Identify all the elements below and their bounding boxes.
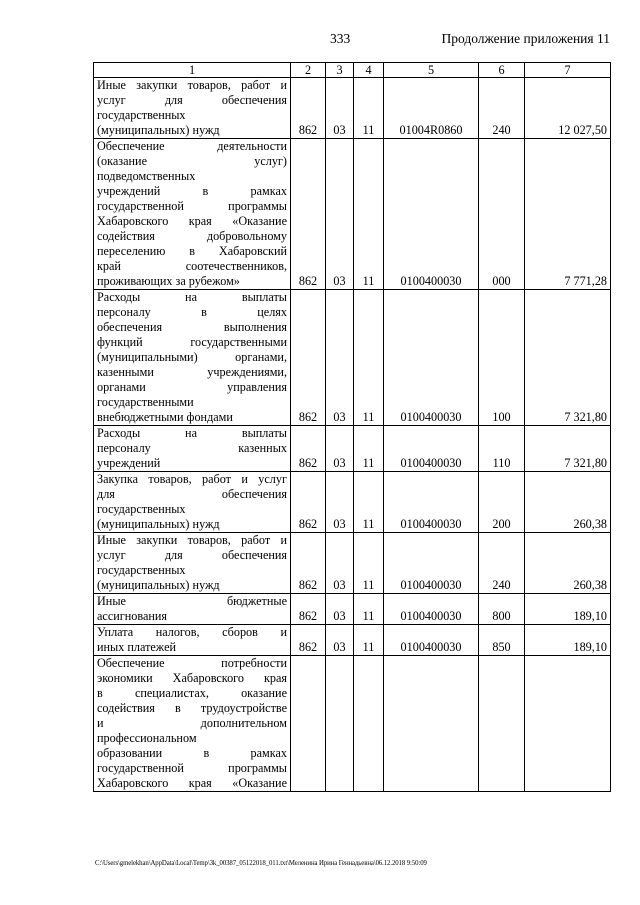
- table-row: [94, 472, 611, 533]
- expenditure-name-line: государственными: [97, 395, 194, 409]
- section-code: 03: [326, 139, 354, 290]
- table-row: [94, 426, 611, 472]
- target-article-code: 0100400030: [384, 426, 479, 472]
- expenditure-name-line: переселению в Хабаровский: [97, 244, 287, 258]
- expenditure-name-line: Закупка товаров, работ и услуг: [97, 472, 287, 486]
- ministry-code: 862: [291, 426, 326, 472]
- expenditure-name-line: образовании в рамках: [97, 746, 287, 760]
- subsection-code: [354, 656, 384, 792]
- table-row: [94, 656, 611, 792]
- expenditure-name-line: проживающих за рубежом»: [97, 274, 240, 288]
- amount: 7 771,28: [525, 139, 611, 290]
- ministry-code: 862: [291, 290, 326, 426]
- target-article-code: 0100400030: [384, 625, 479, 656]
- subsection-code: 11: [354, 290, 384, 426]
- section-code: 03: [326, 625, 354, 656]
- column-header-2: 2: [291, 63, 326, 78]
- subsection-code: 11: [354, 625, 384, 656]
- expense-type-code: [479, 656, 525, 792]
- file-path-footer: C:\Users\gmelekhan\AppData\Local\Temp\3k_00387_05122018_011.txt\Меленина Ирина Геннадьевна\06.12.2018 9:50:09: [95, 860, 427, 867]
- expense-type-code: 240: [479, 533, 525, 594]
- ministry-code: 862: [291, 472, 326, 533]
- expenditure-name-line: учреждений в рамках: [97, 184, 287, 198]
- section-code: 03: [326, 78, 354, 139]
- target-article-code: 0100400030: [384, 290, 479, 426]
- expenditure-name: [94, 594, 291, 625]
- section-code: 03: [326, 290, 354, 426]
- expenditure-name-line: в специалистах, оказание: [97, 686, 287, 700]
- amount: 7 321,80: [525, 426, 611, 472]
- expenditure-name-line: учреждений: [97, 456, 161, 470]
- expenditure-name: [94, 139, 291, 290]
- expenditure-name-line: казенными учреждениями,: [97, 365, 287, 379]
- expenditure-name-line: внебюджетными фондами: [97, 410, 233, 424]
- expenditure-name-line: содействия в трудоустройстве: [97, 701, 287, 715]
- page-number: 333: [330, 31, 351, 46]
- ministry-code: 862: [291, 625, 326, 656]
- expenditure-name-line: государственной программы: [97, 199, 287, 213]
- subsection-code: 11: [354, 594, 384, 625]
- expenditure-name-line: Иные бюджетные: [97, 594, 287, 608]
- amount: 189,10: [525, 594, 611, 625]
- expenditure-name-line: персоналу в целях: [97, 305, 287, 319]
- expenditure-name-line: услуг для обеспечения: [97, 93, 287, 107]
- ministry-code: [291, 656, 326, 792]
- expenditure-name-line: Обеспечение потребности: [97, 656, 287, 670]
- expenditure-name-line: Расходы на выплаты: [97, 426, 287, 440]
- expenditure-name: [94, 625, 291, 656]
- budget-table: [93, 62, 611, 792]
- ministry-code: 862: [291, 594, 326, 625]
- target-article-code: 0100400030: [384, 139, 479, 290]
- expenditure-name-line: функций государственными: [97, 335, 287, 349]
- expenditure-name-line: и дополнительном: [97, 716, 287, 730]
- expenditure-name-line: государственных: [97, 563, 186, 577]
- target-article-code: 01004R0860: [384, 78, 479, 139]
- subsection-code: 11: [354, 472, 384, 533]
- expense-type-code: 800: [479, 594, 525, 625]
- expenditure-name-line: (муниципальными) органами,: [97, 350, 287, 364]
- expenditure-name-line: иных платежей: [97, 640, 176, 654]
- expenditure-name-line: Хабаровского края «Оказание: [97, 776, 287, 790]
- expenditure-name: [94, 290, 291, 426]
- expenditure-name-line: Иные закупки товаров, работ и: [97, 78, 287, 92]
- table-row: [94, 625, 611, 656]
- table-row: [94, 78, 611, 139]
- expenditure-name-line: услуг для обеспечения: [97, 548, 287, 562]
- appendix-continuation-note: Продолжение приложения 11: [441, 31, 610, 46]
- expenditure-name-line: содействия добровольному: [97, 229, 287, 243]
- expenditure-name-line: (оказание услуг): [97, 154, 287, 168]
- expense-type-code: 850: [479, 625, 525, 656]
- expenditure-name-line: государственных: [97, 108, 186, 122]
- expenditure-name: [94, 426, 291, 472]
- amount: 7 321,80: [525, 290, 611, 426]
- section-code: 03: [326, 594, 354, 625]
- table-body: [94, 78, 611, 792]
- amount: 260,38: [525, 472, 611, 533]
- expenditure-name-line: Иные закупки товаров, работ и: [97, 533, 287, 547]
- column-header-1: 1: [94, 63, 291, 78]
- column-header-6: 6: [479, 63, 525, 78]
- column-header-5: 5: [384, 63, 479, 78]
- target-article-code: 0100400030: [384, 533, 479, 594]
- expenditure-name-line: ассигнования: [97, 609, 168, 623]
- amount: 12 027,50: [525, 78, 611, 139]
- column-header-row: [94, 63, 611, 78]
- amount: 189,10: [525, 625, 611, 656]
- expenditure-name-line: Обеспечение деятельности: [97, 139, 287, 153]
- target-article-code: 0100400030: [384, 594, 479, 625]
- table-row: [94, 594, 611, 625]
- expenditure-name-line: органами управления: [97, 380, 287, 394]
- expenditure-name-line: государственных: [97, 502, 186, 516]
- column-header-3: 3: [326, 63, 354, 78]
- ministry-code: 862: [291, 533, 326, 594]
- expenditure-name-line: обеспечения выполнения: [97, 320, 287, 334]
- expense-type-code: 110: [479, 426, 525, 472]
- section-code: 03: [326, 533, 354, 594]
- expenditure-name-line: государственной программы: [97, 761, 287, 775]
- expenditure-name-line: персоналу казенных: [97, 441, 287, 455]
- expense-type-code: 200: [479, 472, 525, 533]
- expenditure-name-line: (муниципальных) нужд: [97, 578, 220, 592]
- target-article-code: 0100400030: [384, 472, 479, 533]
- subsection-code: 11: [354, 533, 384, 594]
- table-row: [94, 290, 611, 426]
- amount: [525, 656, 611, 792]
- target-article-code: [384, 656, 479, 792]
- expenditure-name-line: профессиональном: [97, 731, 197, 745]
- section-code: 03: [326, 472, 354, 533]
- expenditure-name-line: экономики Хабаровского края: [97, 671, 287, 685]
- expenditure-name: [94, 78, 291, 139]
- expenditure-name-line: подведомственных: [97, 169, 196, 183]
- expenditure-name: [94, 533, 291, 594]
- expenditure-name-line: Хабаровского края «Оказание: [97, 214, 287, 228]
- expenditure-name: [94, 472, 291, 533]
- expense-type-code: 000: [479, 139, 525, 290]
- expense-type-code: 100: [479, 290, 525, 426]
- expenditure-name: [94, 656, 291, 792]
- ministry-code: 862: [291, 78, 326, 139]
- amount: 260,38: [525, 533, 611, 594]
- column-header-4: 4: [354, 63, 384, 78]
- expenditure-name-line: (муниципальных) нужд: [97, 517, 220, 531]
- section-code: [326, 656, 354, 792]
- column-header-7: 7: [525, 63, 611, 78]
- ministry-code: 862: [291, 139, 326, 290]
- subsection-code: 11: [354, 139, 384, 290]
- expenditure-name-line: Уплата налогов, сборов и: [97, 625, 287, 639]
- expenditure-name-line: Расходы на выплаты: [97, 290, 287, 304]
- section-code: 03: [326, 426, 354, 472]
- subsection-code: 11: [354, 78, 384, 139]
- expenditure-name-line: (муниципальных) нужд: [97, 123, 220, 137]
- subsection-code: 11: [354, 426, 384, 472]
- expenditure-name-line: для обеспечения: [97, 487, 287, 501]
- table-row: [94, 533, 611, 594]
- table-row: [94, 139, 611, 290]
- expense-type-code: 240: [479, 78, 525, 139]
- expenditure-name-line: край соотечественников,: [97, 259, 287, 273]
